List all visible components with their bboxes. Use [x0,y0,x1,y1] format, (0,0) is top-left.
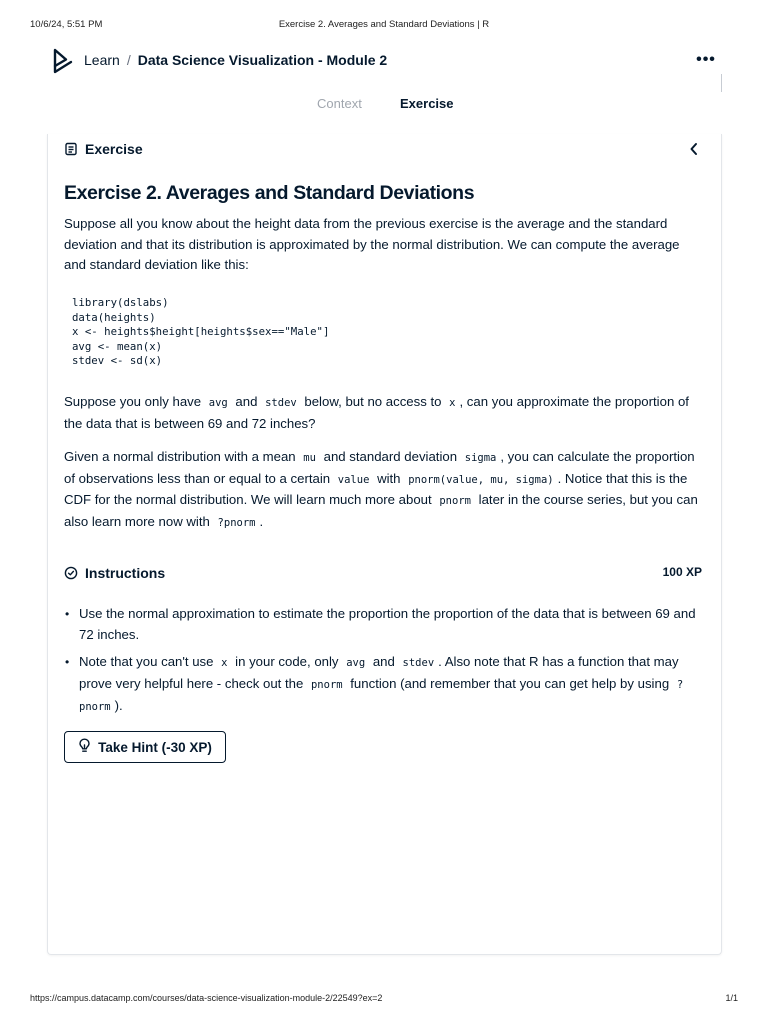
breadcrumb-learn-link[interactable]: Learn [84,52,120,68]
take-hint-label: Take Hint (-30 XP) [98,739,212,755]
exercise-paragraph-3 [64,447,702,534]
tab-exercise[interactable]: Exercise [400,96,454,111]
inline-code: sigma [464,452,497,464]
text: ). [114,697,123,713]
tab-context[interactable]: Context [317,96,362,111]
exercise-paragraph-2 [64,392,702,434]
print-document-title: Exercise 2. Averages and Standard Deviations | R [278,19,490,30]
exercise-intro: Suppose all you know about the height data from the previous exercise is the average and the standard deviation and that its distribution is approximated by the normal distribution. We can compute the average and standard deviation like this: [64,216,680,273]
inline-code: avg [346,657,366,670]
more-horizontal-icon: ••• [696,51,716,68]
exercise-section-header [64,139,702,159]
inline-code: stdev [402,657,435,670]
code-line: stdev <- sd(x) [72,354,163,368]
code-line: avg <- mean(x) [72,339,163,353]
xp-badge: 100 XP [662,565,702,579]
inline-code: pnorm [310,679,343,692]
text: in your code, only [235,654,339,670]
text: . Notice that this is the CDF for the normal distribution. We will learn much more about [64,470,688,508]
chevron-left-icon [689,142,699,156]
more-options-button[interactable] [696,50,716,70]
text: Note that you can't use [79,654,214,670]
scrollbar-thumb[interactable] [721,74,722,92]
text: and [372,654,395,670]
inline-code: x [449,397,456,409]
print-url: https://campus.datacamp.com/courses/data-science-visualization-module-2/22549?ex=2 [30,993,383,1003]
code-block [72,296,329,369]
print-timestamp: 10/6/24, 5:51 PM [30,19,103,30]
breadcrumb-module-title: Data Science Visualization - Module 2 [137,52,388,68]
instruction-item [64,652,702,717]
text: later in the course series, but you can also learn more now with [64,492,698,530]
text: Given a normal distribution with a mean [64,449,296,464]
print-page-number: 1/1 [725,993,738,1003]
breadcrumb [84,52,387,68]
code-line: data(heights) [72,310,156,324]
collapse-panel-button[interactable] [686,140,702,158]
print-footer [30,993,738,1007]
text: with [377,470,401,486]
text: . [259,514,264,530]
top-bar [50,44,718,78]
text: function (and remember that you can get help by using [350,676,670,692]
inline-code: stdev [265,397,297,409]
document-icon [64,142,78,156]
code-line: x <- heights$height[heights$sex=="Male"] [72,325,330,339]
inline-code: ?pnorm [217,517,256,530]
text: Suppose you only have [64,394,202,409]
instructions-label: Instructions [85,565,166,581]
instructions-header [64,563,702,583]
inline-code: pnorm [439,495,471,508]
text: below, but no access to [304,394,442,409]
inline-code: pnorm(value, mu, sigma) [408,473,554,486]
exercise-section-label: Exercise [85,141,143,157]
text: , you can calculate the proportion of observations less than or equal to a certain [64,449,695,486]
exercise-title: Exercise 2. Averages and Standard Deviations [64,182,475,204]
inline-code: mu [303,452,316,464]
check-circle-icon [64,566,78,580]
take-hint-button[interactable] [64,731,226,763]
exercise-panel [47,134,722,955]
text: , can you approximate the proportion of the data that is between 69 and 72 inches? [64,394,689,431]
inline-code: ?pnorm [79,679,684,713]
inline-code: avg [208,397,228,409]
instruction-item: • Use the normal approximation to estimate the proportion the proportion of the data that is between 69 and 72 inches. [64,604,702,645]
breadcrumb-separator: / [126,52,131,68]
text: and [235,394,258,409]
code-line: library(dslabs) [72,296,169,309]
lightbulb-icon [78,738,91,756]
tab-bar [0,96,768,116]
inline-code: value [337,473,370,486]
datacamp-logo-icon[interactable] [52,47,74,75]
text: . Also note that R has a function that may prove very helpful here - check out the [79,654,679,692]
text: and standard deviation [323,449,458,464]
print-header [30,19,738,33]
inline-code: x [221,657,228,670]
instructions-list [64,604,702,725]
